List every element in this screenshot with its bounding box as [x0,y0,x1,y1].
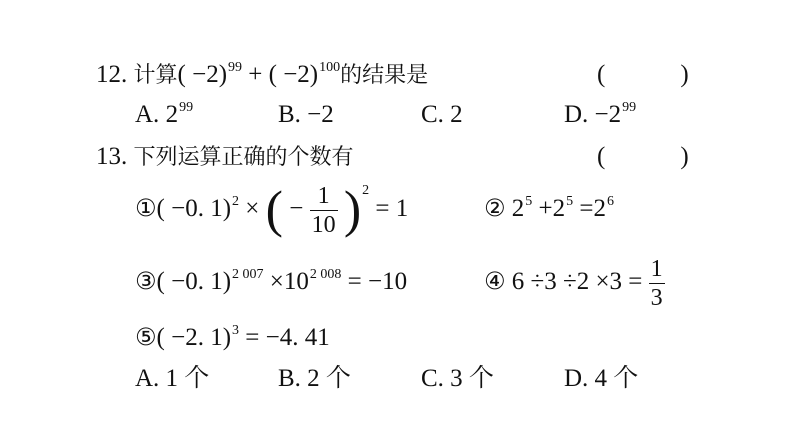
item-2-mark: ② [484,194,506,222]
q13-option-d: D. 4 个 [564,365,639,392]
item-5-mark: ⑤ [135,323,157,351]
q12-plus: + [248,61,263,88]
q12-number: 12. [96,61,128,88]
q12-option-d-exp: 99 [622,100,637,115]
q13-answer-paren: ( ) [597,143,689,170]
q13-item-3 [135,266,407,297]
q12-option-c: C. 2 [421,101,463,128]
item-4-expr: 6 ÷3 ÷2 ×3 = [511,268,643,295]
item-4-frac-den: 3 [650,284,663,311]
item-1-fraction [310,184,338,237]
item-2-eq: =2 [579,195,606,222]
q12-term2: ( −2) [268,61,319,88]
item-4-frac-num: 1 [650,255,663,282]
q12-term1: ( −2) [177,61,228,88]
q12-option-d-label: D. −2 [564,101,622,128]
q12-option-a-exp: 99 [179,100,194,115]
item-2-exp3: 6 [606,194,614,209]
item-1-base: ( −0. 1) [156,195,232,222]
item-1-neg: − [289,195,304,222]
q13-stem [96,142,354,173]
item-5-exp: 3 [232,323,240,338]
item-1-mark: ① [135,194,157,222]
item-4-fraction [649,257,665,310]
item-1-right-paren: ) [343,181,362,239]
q12-option-d [564,100,636,130]
q13-item-5 [135,322,330,353]
item-3-exp: 2 007 [232,267,264,282]
item-1-frac-num: 1 [310,184,338,211]
item-3-mark: ③ [135,267,157,295]
item-1-times: × [245,195,260,222]
q13-stem-text: 下列运算正确的个数有 [133,145,354,170]
q12-option-a-base: 2 [165,101,179,128]
item-2-plus: +2 [538,195,566,222]
item-1-result: = 1 [375,195,409,222]
item-5-result: = −4. 41 [245,324,330,351]
q12-answer-paren: ( ) [597,61,689,88]
item-3-result: = −10 [347,268,408,295]
q12-exp1: 99 [228,60,243,75]
item-3-times: ×10 [269,268,309,295]
item-1-exp: 2 [232,194,240,209]
q13-number: 13. [96,143,128,170]
q13-option-c: C. 3 个 [421,365,494,392]
q13-option-a: A. 1 个 [135,365,210,392]
item-3-base: ( −0. 1) [156,268,232,295]
item-4-mark: ④ [484,267,506,295]
q12-exp2: 100 [319,60,341,75]
q12-prefix: 计算 [133,63,178,88]
q12-suffix: 的结果是 [340,63,429,88]
item-5-base: ( −2. 1) [156,324,232,351]
item-3-exp2: 2 008 [309,267,342,282]
q13-option-b: B. 2 个 [278,365,351,392]
item-2-base1: 2 [511,195,525,222]
q12-stem [96,60,428,91]
item-1-frac-den: 10 [311,211,336,238]
item-1-left-paren: ( [265,181,283,239]
q13-item-4 [484,251,665,312]
q13-item-2 [484,193,614,224]
q12-option-a-label: A. [135,101,160,128]
item-1-exp2: 2 [362,183,370,198]
item-2-exp1: 5 [525,194,533,209]
item-2-exp2: 5 [566,194,574,209]
q12-option-a [135,100,193,130]
q13-item-1 [135,178,408,239]
q12-option-b: B. −2 [278,101,334,128]
